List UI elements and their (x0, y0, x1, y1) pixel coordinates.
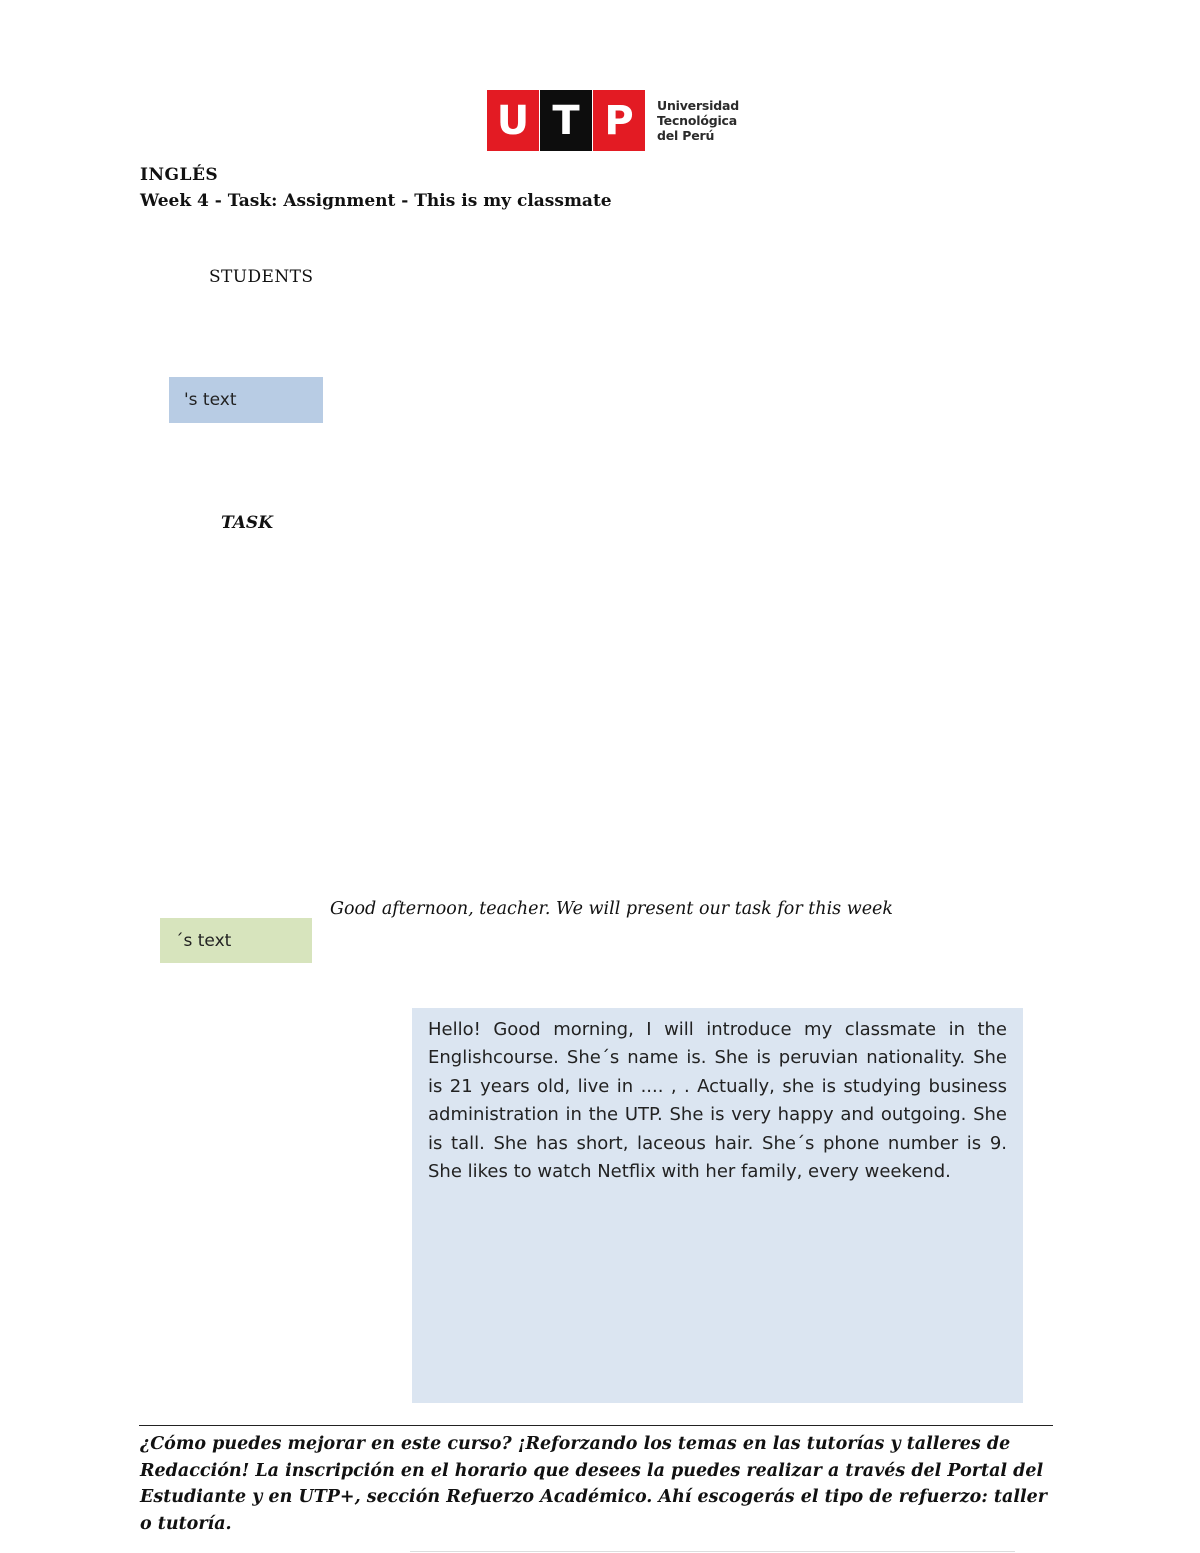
logo-letter-t: T (540, 90, 592, 151)
logo-text-line: Universidad (657, 98, 739, 113)
classmate-intro-box (412, 1008, 1023, 1403)
logo-letter-u: U (487, 90, 539, 151)
student1-text-label: 's text (169, 377, 323, 423)
task-heading: TASK (221, 513, 273, 533)
students-heading: STUDENTS (209, 267, 314, 287)
course-title: INGLÉS (140, 165, 219, 185)
logo-university-name (657, 98, 739, 143)
footer-note: ¿Cómo puedes mejorar en este curso? ¡Reforzando los temas en las tutorías y talleres de Redacción! La inscripción en el horario que desees la puedes realizar a través del Portal del Estudiante y en UTP+, sección Refuerzo Académico. Ahí escogerás el tipo de refuerzo: taller o tutoría. (140, 1434, 1047, 1534)
classmate-intro-text: Hello! Good morning, I will introduce my classmate in the Englishcourse. She´s name is. She is peruvian nationality. She is 21 years old, live in .... , . Actually, she is studying business administration in the UTP. She is very happy and outgoing. She is tall. She has short, laceous hair. She´s phone number is 9. She likes to watch Netflix with her family, every weekend. (428, 1019, 1007, 1183)
greeting-text: Good afternoon, teacher. We will present our task for this week (330, 899, 894, 919)
footer-divider (139, 1425, 1053, 1426)
logo-text-line: del Perú (657, 128, 715, 143)
logo-text-line: Tecnológica (657, 113, 737, 128)
logo-letter-p: P (593, 90, 645, 151)
assignment-title: Week 4 - Task: Assignment - This is my classmate (140, 191, 612, 211)
page-bottom-line (410, 1551, 1015, 1552)
student2-text-label: ´s text (160, 918, 312, 963)
utp-logo (487, 90, 737, 152)
